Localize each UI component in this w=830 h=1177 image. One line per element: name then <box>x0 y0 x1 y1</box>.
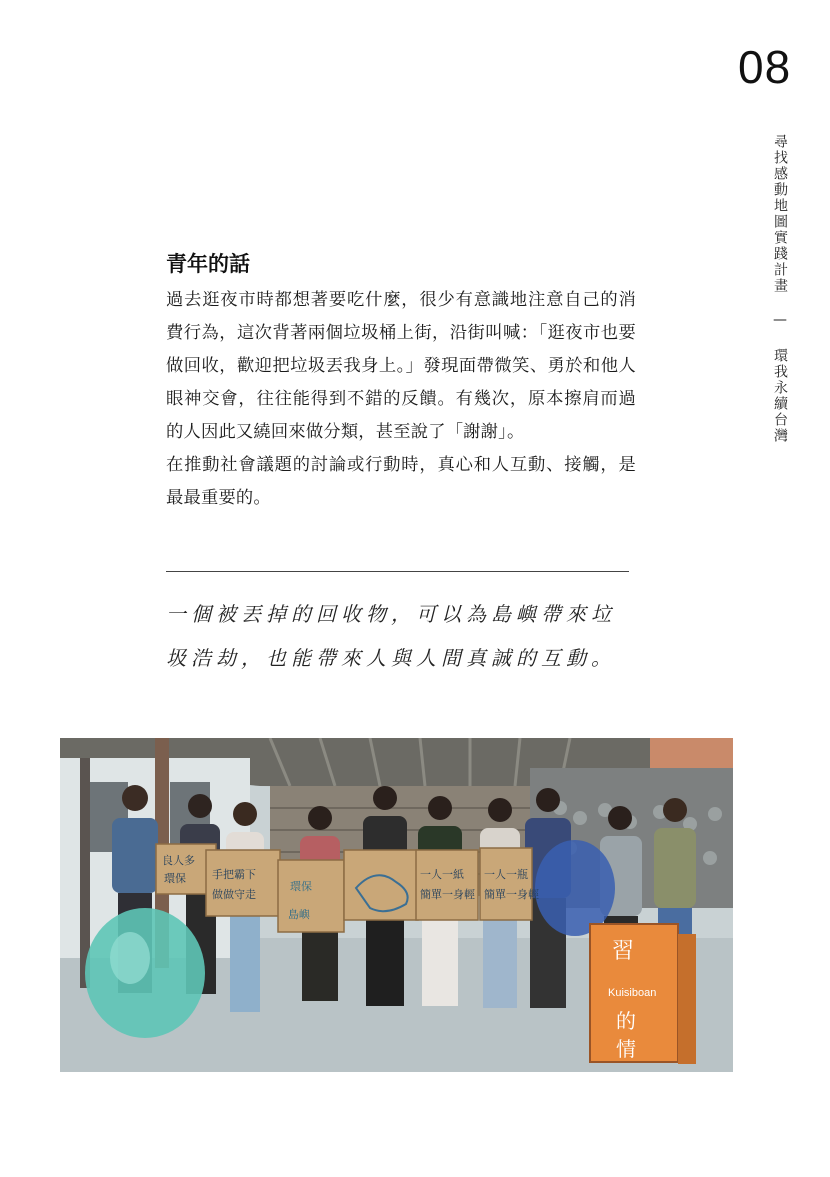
box-text: 的 <box>616 1009 636 1033</box>
sign-text: 良人多 <box>162 855 195 867</box>
box-label: Kuisiboan <box>608 987 657 999</box>
running-title: 尋找感動地圖實踐計畫 — 環我永續台灣 <box>772 134 788 444</box>
article-body <box>166 284 636 515</box>
group-photo <box>60 738 733 1072</box>
article-paragraph: 在推動社會議題的討論或行動時，真心和人互動、接觸，是最最重要的。 <box>166 455 636 508</box>
sign-text: 環保 <box>164 873 186 885</box>
article-paragraph: 過去逛夜市時都想著要吃什麼，很少有意識地注意自己的消費行為，這次背著兩個垃圾桶上街，沿街叫喊：「逛夜市也要做回收，歡迎把垃圾丟我身上。」發現面帶微笑、勇於和他人眼神交會，往往能得到不錯的反饋。有幾次，原本擦肩而過的人因此又繞回來做分類，甚至說了「謝謝」。 <box>166 290 636 442</box>
page-number: 08 <box>738 41 792 93</box>
sign-text: 簡單一身輕 <box>484 889 539 901</box>
svg-text:環保: 環保 <box>290 881 312 893</box>
sign-text: 手把霸下 <box>212 869 256 881</box>
sign-text: 一人一紙 <box>420 869 464 881</box>
quote-line: 一個被丟掉的回收物，可以為島嶼帶來垃 <box>166 602 616 626</box>
pull-quote <box>166 592 636 680</box>
sign-text: 做做守走 <box>212 889 256 901</box>
box-text: 情 <box>616 1037 636 1061</box>
svg-text:島嶼: 島嶼 <box>288 909 310 921</box>
quote-line: 圾浩劫，也能帶來人與人間真誠的互動。 <box>166 646 616 670</box>
sign-text: 一人一瓶 <box>484 869 528 881</box>
divider <box>166 571 629 572</box>
sign-text: 簡單一身輕 <box>420 889 475 901</box>
box-text: 習 <box>612 939 635 964</box>
group-photo-illustration <box>60 738 733 1072</box>
section-heading: 青年的話 <box>166 252 250 276</box>
